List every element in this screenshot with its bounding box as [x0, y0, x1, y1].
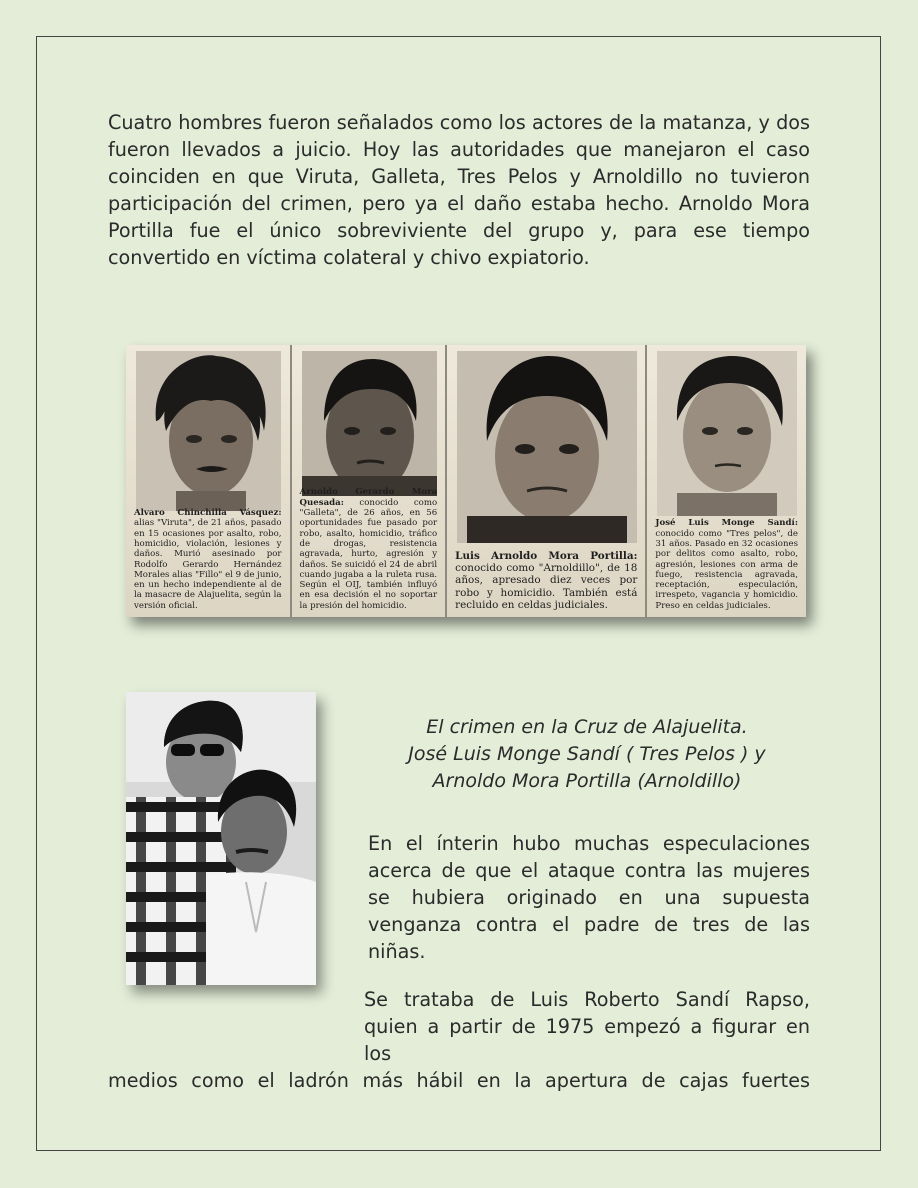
- paragraph-line: quien a partir de 1975 empezó a figurar en los: [364, 1015, 810, 1065]
- clipping-caption: [300, 487, 438, 611]
- mugshot-tres-pelos: [657, 351, 796, 516]
- clipping-arnoldillo: [447, 345, 647, 617]
- speculation-paragraph: En el ínterin hubo muchas especulaciones acerca de que el ataque contra las mujeres se hubiera originado en una supuesta venganza contra el padre de tres de las niñas.: [368, 832, 810, 963]
- mugshot-viruta: [136, 351, 280, 511]
- clipping-viruta: [126, 345, 292, 617]
- mugshot-galleta: [302, 351, 436, 496]
- clipping-text: alias "Viruta", de 21 años, pasado en 15 ocasiones por asalto, robo, homicidio, violación, lesiones y daños. Murió asesinado por Rodolfo Gerardo Hernández Morales alias "Fillo" el 9 de junio, en un hecho independiente al de la masacre de Alajuelita, según la versión oficial.: [134, 518, 282, 611]
- sandi-paragraph: [108, 986, 810, 1094]
- mugshot-arnoldillo: [457, 351, 635, 543]
- newspaper-clippings: [126, 345, 806, 617]
- clipping-text: conocido como "Arnoldillo", de 18 años, apresado diez veces por robo y homicidio. También está recluido en celdas judiciales.: [455, 562, 638, 611]
- clipping-caption: [134, 508, 282, 611]
- clipping-tres-pelos: [647, 345, 806, 617]
- clipping-name: Arnoldo Gerardo Mora Quesada:: [299, 487, 438, 508]
- paragraph-line: Se trataba de Luis Roberto Sandí Rapso,: [364, 988, 810, 1011]
- clipping-text: conocido como "Tres pelos", de 31 años. Pasado en 32 ocasiones por delitos como asalto, robo, agresión, lesiones con arma de fuego, resistencia agravada, receptación, especulación, irrespeto, vagancia y homicidio. Preso en celdas judiciales.: [655, 528, 798, 611]
- clipping-name: Luis Arnoldo Mora Portilla:: [455, 549, 638, 562]
- paragraph-line: medios como el ladrón más hábil en la apertura de cajas fuertes: [108, 1069, 810, 1092]
- caption-line-3: Arnoldo Mora Portilla (Arnoldillo): [432, 770, 742, 792]
- caption-line-1: El crimen en la Cruz de Alajuelita.: [426, 716, 748, 738]
- caption-line-2: José Luis Monge Sandí ( Tres Pelos ) y: [408, 743, 766, 765]
- photo-tres-pelos-and-arnoldillo: [126, 692, 316, 985]
- intro-paragraph: Cuatro hombres fueron señalados como los actores de la matanza, y dos fueron llevados a juicio. Hoy las autoridades que manejaron el caso coinciden en que Viruta, Galleta, Tres Pelos y Arnoldillo no tuvieron participación del crimen, pero ya el daño estaba hecho. Arnoldo Mora Portilla fue el único sobreviviente del grupo y, para ese tiempo convertido en víctima colateral y chivo expiatorio.: [108, 111, 810, 269]
- clipping-galleta: [292, 345, 448, 617]
- clipping-caption: [655, 518, 798, 611]
- clipping-caption: [455, 550, 637, 611]
- clipping-name: José Luis Monge Sandí:: [655, 518, 798, 529]
- clipping-text: conocido como "Galleta", de 26 años, en 56 oportunidades fue pasado por robo, asalto, homicidio, tráfico de drogas, resistencia agravada, hurto, agresión y daños. Se suicidó el 24 de abril cuando jugaba a la ruleta rusa. Según el OIJ, también influyó en esa decisión el no soportar la presión del homicidio.: [299, 497, 438, 611]
- clipping-name: Alvaro Chinchilla Vásquez:: [134, 508, 282, 519]
- photo-caption: [365, 714, 809, 795]
